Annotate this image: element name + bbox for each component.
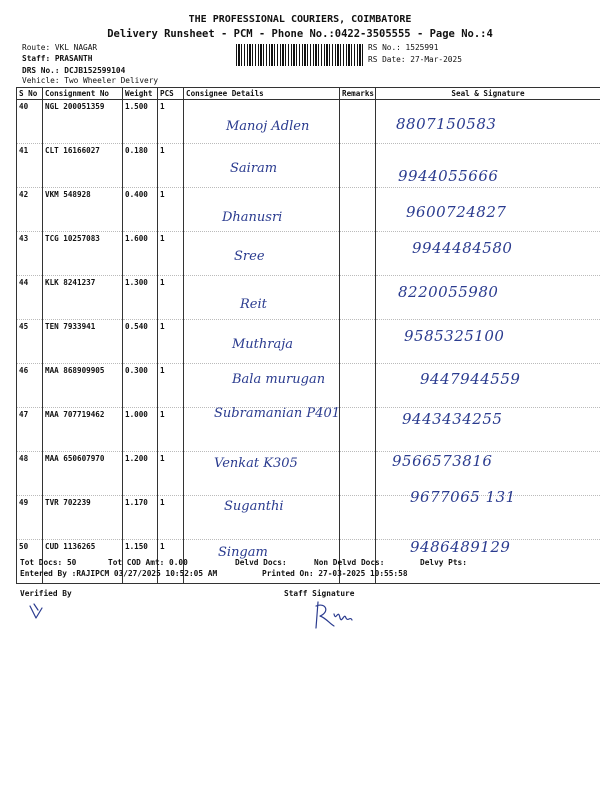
remarks-cell	[340, 188, 376, 232]
handwritten-phone: 9566573816	[392, 452, 493, 471]
handwritten-name: Sree	[234, 248, 265, 264]
handwritten-name: Suganthi	[224, 499, 284, 515]
sno-cell: 49	[17, 496, 43, 540]
runsheet-subtitle: Delivery Runsheet - PCM - Phone No.:0422-3505555 - Page No.:4	[107, 28, 493, 40]
handwritten-phone: 9677065 131	[410, 488, 516, 507]
weight-cell: 1.200	[123, 452, 158, 496]
remarks-cell	[340, 232, 376, 276]
sno-cell: 47	[17, 408, 43, 452]
company-title: THE PROFESSIONAL COURIERS, COIMBATORE	[188, 14, 412, 25]
remarks-cell	[340, 276, 376, 320]
pcs-cell: 1	[158, 276, 184, 320]
vehicle-label: Vehicle: Two Wheeler Delivery	[22, 76, 159, 85]
handwritten-name: Bala murugan	[232, 372, 326, 388]
delvd-docs: Delvd Docs:	[235, 558, 287, 567]
pcs-cell: 1	[158, 452, 184, 496]
handwritten-phone: 9486489129	[410, 538, 511, 556]
rs-date-label: RS Date: 27-Mar-2025	[368, 55, 462, 64]
weight-cell: 1.300	[123, 276, 158, 320]
delvy-pts: Delvy Pts:	[420, 558, 467, 567]
handwritten-phone: 9585325100	[404, 326, 505, 345]
remarks-cell	[340, 320, 376, 364]
col-pcs: PCS	[158, 88, 184, 100]
col-remarks: Remarks	[340, 88, 376, 100]
col-consignee: Consignee Details	[184, 88, 340, 100]
drs-label: DRS No.: DCJB152599104	[22, 66, 126, 75]
handwritten-name: Manoj Adlen	[226, 119, 310, 134]
handwritten-name: Reit	[240, 296, 267, 312]
consignment-cell: NGL 200051359	[43, 100, 123, 144]
pcs-cell: 1	[158, 496, 184, 540]
weight-cell: 0.180	[123, 144, 158, 188]
consignment-cell: MAA 650607970	[43, 452, 123, 496]
weight-cell: 1.150	[123, 540, 158, 584]
runsheet-table	[16, 87, 600, 584]
handwritten-name: Dhanusri	[222, 209, 283, 225]
consignment-cell: CLT 16166027	[43, 144, 123, 188]
weight-cell: 1.170	[123, 496, 158, 540]
table-row	[17, 320, 600, 364]
non-delvd-docs: Non Delvd Docs:	[314, 558, 385, 567]
remarks-cell	[340, 496, 376, 540]
weight-cell: 0.400	[123, 188, 158, 232]
weight-cell: 0.540	[123, 320, 158, 364]
handwritten-phone: 9600724827	[406, 202, 507, 221]
handwritten-name: Subramanian P401	[214, 406, 340, 422]
table-row	[17, 188, 600, 232]
staff-label: Staff: PRASANTH	[22, 54, 93, 63]
sno-cell: 43	[17, 232, 43, 276]
handwritten-name: Venkat K305	[214, 456, 298, 472]
col-sno: S No	[17, 88, 43, 100]
handwritten-name: Singam	[218, 545, 268, 560]
consignment-cell: TCG 10257083	[43, 232, 123, 276]
rs-no-label: RS No.: 1525991	[368, 43, 439, 52]
handwritten-name: Sairam	[230, 160, 278, 176]
pcs-cell: 1	[158, 320, 184, 364]
entered-by: Entered By :RAJIPCM 03/27/2025 10:52:05 AM	[20, 569, 218, 578]
weight-cell: 1.000	[123, 408, 158, 452]
consignment-cell: MAA 707719462	[43, 408, 123, 452]
tot-docs: Tot Docs: 50	[20, 558, 77, 567]
verified-signature-mark	[26, 600, 56, 624]
weight-cell: 0.300	[123, 364, 158, 408]
handwritten-phone: 9447944559	[420, 370, 521, 389]
weight-cell: 1.500	[123, 100, 158, 144]
consignment-cell: VKM 548928	[43, 188, 123, 232]
pcs-cell: 1	[158, 100, 184, 144]
pcs-cell: 1	[158, 232, 184, 276]
consignment-cell: TEN 7933941	[43, 320, 123, 364]
col-weight: Weight	[123, 88, 158, 100]
sno-cell: 46	[17, 364, 43, 408]
handwritten-phone: 8807150583	[396, 115, 497, 133]
col-consignment: Consignment No	[43, 88, 123, 100]
table-row	[17, 144, 600, 188]
handwritten-name: Muthraja	[232, 336, 294, 352]
weight-cell: 1.600	[123, 232, 158, 276]
table-row	[17, 232, 600, 276]
verified-by-label: Verified By	[20, 589, 72, 598]
barcode	[236, 44, 363, 66]
consignment-cell: TVR 702239	[43, 496, 123, 540]
sno-cell: 45	[17, 320, 43, 364]
handwritten-phone: 9944484580	[412, 238, 513, 257]
handwritten-phone: 8220055980	[398, 282, 499, 301]
col-signature: Seal & Signature	[376, 88, 600, 100]
tot-cod-amt: Tot COD Amt: 0.00	[108, 558, 188, 567]
sno-cell: 41	[17, 144, 43, 188]
handwritten-phone: 9944055666	[398, 166, 499, 185]
pcs-cell: 1	[158, 144, 184, 188]
pcs-cell: 1	[158, 540, 184, 584]
sno-cell: 50	[17, 540, 43, 584]
sno-cell: 48	[17, 452, 43, 496]
remarks-cell	[340, 452, 376, 496]
table-header-row	[17, 88, 600, 100]
pcs-cell: 1	[158, 408, 184, 452]
printed-on: Printed On: 27-03-2025 10:55:58	[262, 569, 408, 578]
consignment-cell: MAA 868909905	[43, 364, 123, 408]
remarks-cell	[340, 408, 376, 452]
remarks-cell	[340, 364, 376, 408]
sno-cell: 42	[17, 188, 43, 232]
table-row	[17, 276, 600, 320]
remarks-cell	[340, 144, 376, 188]
sno-cell: 44	[17, 276, 43, 320]
sno-cell: 40	[17, 100, 43, 144]
pcs-cell: 1	[158, 364, 184, 408]
consignment-cell: CUD 1136265	[43, 540, 123, 584]
staff-signature-mark	[312, 598, 358, 634]
consignment-cell: KLK 8241237	[43, 276, 123, 320]
handwritten-phone: 9443434255	[402, 410, 503, 429]
remarks-cell	[340, 100, 376, 144]
pcs-cell: 1	[158, 188, 184, 232]
staff-signature-label: Staff Signature	[284, 589, 355, 598]
route-label: Route: VKL NAGAR	[22, 43, 98, 52]
